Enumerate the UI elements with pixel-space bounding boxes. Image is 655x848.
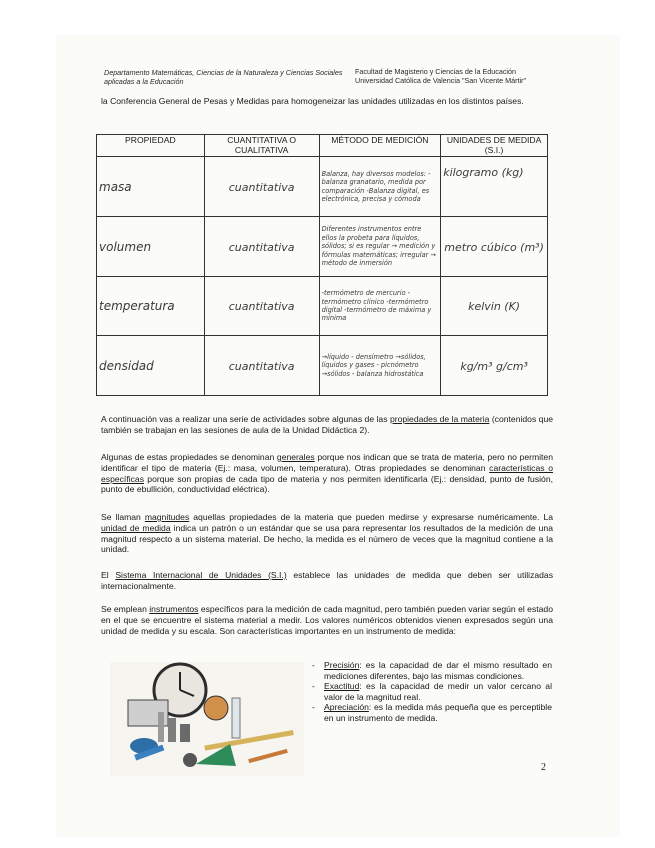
table-header-row bbox=[97, 135, 548, 157]
bullet-text-exactitud: : es la capacidad de medir un valor cercano al valor de la magnitud real. bbox=[324, 681, 552, 702]
p2-underline-generales: generales bbox=[276, 452, 315, 462]
header-faculty-line1: Facultad de Magisterio y Ciencias de la Educación bbox=[355, 67, 517, 76]
p3-text-c: indica un patrón o un estándar que se usa para representar los resultados de la medición de una magnitud respecto a un sistema material. De hecho, la medida es el número de veces que la magnitud contiene a la unidad. bbox=[101, 522, 553, 555]
weight-icon bbox=[168, 718, 176, 742]
bullet-term-exactitud: Exactitud bbox=[324, 681, 360, 692]
paragraph-magnitudes bbox=[101, 512, 553, 555]
page-number: 2 bbox=[541, 762, 546, 773]
p4-text-a: El bbox=[101, 570, 116, 580]
p2-text-b: porque nos indican que se trata de materia, pero no permiten identificar el tipo de materia (Ej.: masa, volumen, temperatura). Otras propiedades se denominan bbox=[101, 452, 553, 473]
p4-text-b: establece las unidades de medida que deben ser utilizadas internacionalmente. bbox=[101, 570, 554, 591]
cell-unit bbox=[441, 336, 548, 396]
table-row bbox=[97, 157, 548, 217]
paragraph-si bbox=[101, 570, 553, 592]
quant-temperatura: cuantitativa bbox=[228, 300, 295, 313]
cell-property bbox=[97, 336, 205, 396]
paragraph-properties bbox=[101, 452, 553, 495]
list-item bbox=[312, 681, 552, 702]
quant-densidad: cuantitativa bbox=[228, 359, 295, 373]
cell-unit bbox=[441, 277, 548, 336]
p1-text-b: (contenidos que también se trabajan en las sesiones de aula de la Unidad Didáctica 2). bbox=[101, 414, 554, 435]
unit-masa: kilogramo (kg) bbox=[443, 166, 524, 179]
cell-quant bbox=[204, 217, 319, 277]
quant-volumen: cuantitativa bbox=[228, 240, 295, 254]
measuring-instruments-illustration bbox=[108, 660, 306, 778]
p1-text-a: A continuación vas a realizar una serie de actividades sobre algunas de las bbox=[101, 414, 390, 424]
cell-quant bbox=[204, 277, 319, 336]
p2-text-a: Algunas de estas propiedades se denominan bbox=[101, 452, 277, 462]
weight-icon bbox=[180, 724, 190, 742]
list-item bbox=[312, 702, 552, 723]
p3-text-a: Se llaman bbox=[101, 512, 145, 522]
p1-underline: propiedades de la materia bbox=[389, 414, 490, 424]
header-faculty-line2: Universidad Católica de Valencia "San Vicente Mártir" bbox=[355, 76, 527, 85]
header-metodo: MÉTODO DE MEDICIÓN bbox=[319, 135, 441, 157]
list-item bbox=[312, 660, 552, 681]
p5-text-a: Se emplean bbox=[101, 604, 150, 614]
properties-table bbox=[96, 134, 548, 396]
cell-quant bbox=[204, 157, 319, 217]
header-department: Departamento Matemáticas, Ciencias de la Naturaleza y Ciencias Sociales aplicadas a la Educación bbox=[104, 68, 343, 86]
cell-method bbox=[319, 217, 441, 277]
bullet-term-apreciacion: Apreciación bbox=[324, 702, 369, 713]
instrument-characteristics-list bbox=[312, 660, 552, 724]
cell-method bbox=[319, 157, 441, 217]
method-masa: Balanza, hay diversos modelos: -balanza granatario, medida por comparación -Balanza digital, es electrónica, precisa y cómoda bbox=[321, 169, 431, 203]
property-densidad: densidad bbox=[99, 358, 154, 373]
property-temperatura: temperatura bbox=[99, 299, 175, 313]
bullet-term-precision: Precisión bbox=[324, 660, 360, 670]
p2-text-c: porque son propias de cada tipo de materia y nos permiten identificarla (Ej.: densidad, punto de fusión, punto de ebullición, conductividad eléctrica). bbox=[101, 473, 553, 495]
paragraph-instruments bbox=[101, 604, 553, 636]
p5-text-b: específicos para la medición de cada magnitud, pero también pueden variar según el estado en el que se encuentre el sistema material a medir. Los valores numéricos obtenidos vienen expresados según una unidad de medida y su escala. Son características importantes en un instrumento de medida: bbox=[101, 604, 553, 636]
method-temperatura: -termómetro de mercurio -termómetro clínico -termómetro digital -termómetro de máxima y mínima bbox=[321, 289, 432, 323]
unit-densidad: kg/m³ g/cm³ bbox=[460, 359, 528, 373]
p3-text-b: aquellas propiedades de la materia que pueden medirse y expresarse numéricamente. La bbox=[189, 512, 553, 522]
intro-paragraph: la Conferencia General de Pesas y Medidas para homogeneizar las unidades utilizadas en los distintos países. bbox=[101, 96, 524, 106]
unit-volumen: metro cúbico (m³) bbox=[444, 240, 544, 254]
p2-underline-caracteristicas: características o específicas bbox=[101, 462, 553, 484]
graduated-cylinder-icon bbox=[232, 698, 240, 738]
cell-unit bbox=[441, 217, 548, 277]
method-densidad: →líquido - densímetro →sólidos, líquidos y gases - picnómetro →sólidos - balanza hidrostática bbox=[321, 352, 426, 378]
p3-underline-magnitudes: magnitudes bbox=[144, 512, 190, 522]
stopwatch-icon bbox=[204, 696, 228, 720]
p4-underline-si: Sistema Internacional de Unidades (S.I.) bbox=[115, 570, 287, 580]
cell-property bbox=[97, 157, 205, 217]
table-row bbox=[97, 277, 548, 336]
cell-property bbox=[97, 217, 205, 277]
unit-temperatura: kelvin (K) bbox=[468, 300, 521, 313]
table-row bbox=[97, 336, 548, 396]
cell-unit bbox=[441, 157, 548, 217]
cell-property bbox=[97, 277, 205, 336]
tape-measure-icon bbox=[183, 753, 197, 767]
cell-method bbox=[319, 277, 441, 336]
quant-masa: cuantitativa bbox=[228, 180, 295, 194]
property-volumen: volumen bbox=[99, 239, 152, 254]
paragraph-activities bbox=[101, 414, 553, 436]
bullet-text-precision: : es la capacidad de dar el mismo resultado en mediciones diferentes, bajo las mismas condiciones. bbox=[324, 660, 552, 681]
header-faculty bbox=[355, 67, 555, 85]
table-row bbox=[97, 217, 548, 277]
header-cuantitativa: CUANTITATIVA O CUALITATIVA bbox=[204, 135, 319, 157]
p3-underline-unidad: unidad de medida bbox=[101, 522, 171, 533]
p5-underline-instrumentos: instrumentos bbox=[149, 604, 199, 614]
property-masa: masa bbox=[99, 179, 132, 194]
bullet-text-apreciacion: : es la medida más pequeña que es perceptible en un instrumento de medida. bbox=[324, 702, 552, 723]
header-propiedad: PROPIEDAD bbox=[97, 135, 205, 157]
cell-quant bbox=[204, 336, 319, 396]
cell-method bbox=[319, 336, 441, 396]
method-volumen: Diferentes instrumentos entre ellos la probeta para líquidos, sólidos; si es regular → medición y fórmulas matemáticas; irregular → método de inmersión bbox=[321, 225, 436, 268]
weight-icon bbox=[158, 712, 164, 742]
header-unidades: UNIDADES DE MEDIDA (S.I.) bbox=[441, 135, 548, 157]
